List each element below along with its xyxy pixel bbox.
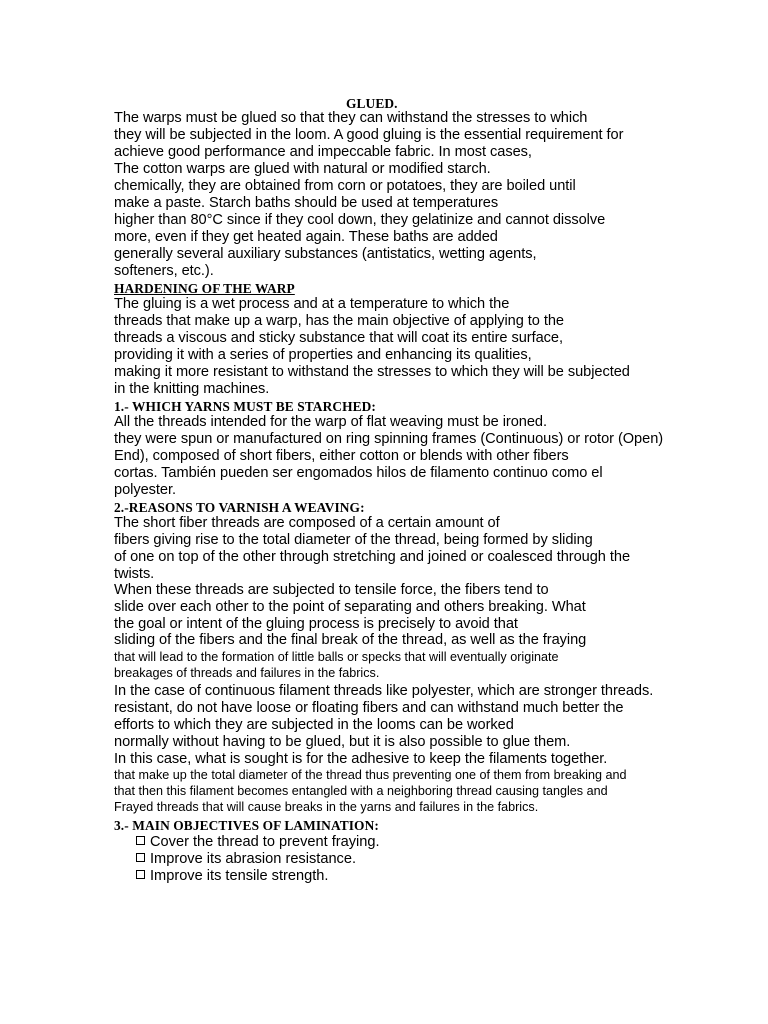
- section2-heading: 2.-REASONS TO VARNISH A WEAVING:: [114, 500, 365, 515]
- intro-line: The cotton warps are glued with natural or modified starch.: [114, 161, 491, 177]
- section2-line: In this case, what is sought is for the adhesive to keep the filaments together.: [114, 751, 608, 767]
- hardening-line: making it more resistant to withstand the stresses to which they will be subjected: [114, 364, 630, 380]
- intro-line: they will be subjected in the loom. A good gluing is the essential requirement for: [114, 127, 624, 143]
- intro-line: achieve good performance and impeccable fabric. In most cases,: [114, 144, 532, 160]
- section2-line-small: Frayed threads that will cause breaks in the yarns and failures in the fabrics.: [114, 800, 539, 814]
- section2-line-small: that will lead to the formation of little balls or specks that will eventually originate: [114, 650, 559, 664]
- section1-line: cortas. También pueden ser engomados hilos de filamento continuo como el: [114, 465, 603, 481]
- section1-line: All the threads intended for the warp of flat weaving must be ironed.: [114, 414, 547, 430]
- section2-line: efforts to which they are subjected in the looms can be worked: [114, 717, 514, 733]
- section2-line: the goal or intent of the gluing process is precisely to avoid that: [114, 616, 518, 632]
- section2-line: slide over each other to the point of separating and others breaking. What: [114, 599, 586, 615]
- hardening-line: threads a viscous and sticky substance that will coat its entire surface,: [114, 330, 563, 346]
- section1-line: they were spun or manufactured on ring spinning frames (Continuous) or rotor (Open): [114, 431, 664, 447]
- section1-line: polyester.: [114, 482, 176, 498]
- section1-line: End), composed of short fibers, either cotton or blends with other fibers: [114, 448, 569, 464]
- section2-line-small: breakages of threads and failures in the fabrics.: [114, 666, 380, 680]
- objective-list-item: [136, 851, 356, 868]
- intro-line: generally several auxiliary substances (antistatics, wetting agents,: [114, 246, 537, 262]
- objective-list-item: [136, 834, 380, 851]
- hardening-line: threads that make up a warp, has the main objective of applying to the: [114, 313, 564, 329]
- hardening-heading: HARDENING OF THE WARP: [114, 281, 295, 296]
- bullet-box-icon: [136, 870, 145, 879]
- intro-line: make a paste. Starch baths should be used at temperatures: [114, 195, 499, 211]
- intro-line: The warps must be glued so that they can withstand the stresses to which: [114, 110, 588, 126]
- document-title: GLUED.: [346, 96, 398, 111]
- section2-line: resistant, do not have loose or floating fibers and can withstand much better the: [114, 700, 624, 716]
- section2-line: fibers giving rise to the total diameter of the thread, being formed by sliding: [114, 532, 593, 548]
- section2-line: The short fiber threads are composed of a certain amount of: [114, 515, 500, 531]
- section2-line-small: that make up the total diameter of the thread thus preventing one of them from breaking and: [114, 768, 627, 782]
- objective-label: Improve its tensile strength.: [150, 868, 329, 884]
- objective-label: Improve its abrasion resistance.: [150, 851, 357, 867]
- section3-heading: 3.- MAIN OBJECTIVES OF LAMINATION:: [114, 818, 379, 833]
- bullet-box-icon: [136, 853, 145, 862]
- hardening-line: in the knitting machines.: [114, 381, 270, 397]
- section2-line: sliding of the fibers and the final break of the thread, as well as the fraying: [114, 632, 587, 648]
- objective-label: Cover the thread to prevent fraying.: [150, 834, 380, 850]
- section1-heading: 1.- WHICH YARNS MUST BE STARCHED:: [114, 399, 376, 414]
- intro-line: more, even if they get heated again. These baths are added: [114, 229, 498, 245]
- intro-line: softeners, etc.).: [114, 263, 214, 279]
- hardening-line: The gluing is a wet process and at a temperature to which the: [114, 296, 510, 312]
- section2-line: of one on top of the other through stretching and joined or coalesced through the: [114, 549, 631, 565]
- bullet-box-icon: [136, 836, 145, 845]
- section2-line-small: that then this filament becomes entangled with a neighboring thread causing tangles and: [114, 784, 608, 798]
- objective-list-item: [136, 868, 328, 885]
- section2-line: When these threads are subjected to tensile force, the fibers tend to: [114, 582, 549, 598]
- section2-line: twists.: [114, 566, 155, 582]
- hardening-line: providing it with a series of properties and enhancing its qualities,: [114, 347, 532, 363]
- section2-line: In the case of continuous filament threads like polyester, which are stronger threads.: [114, 683, 654, 699]
- section2-line: normally without having to be glued, but it is also possible to glue them.: [114, 734, 571, 750]
- intro-line: higher than 80°C since if they cool down, they gelatinize and cannot dissolve: [114, 212, 606, 228]
- intro-line: chemically, they are obtained from corn or potatoes, they are boiled until: [114, 178, 576, 194]
